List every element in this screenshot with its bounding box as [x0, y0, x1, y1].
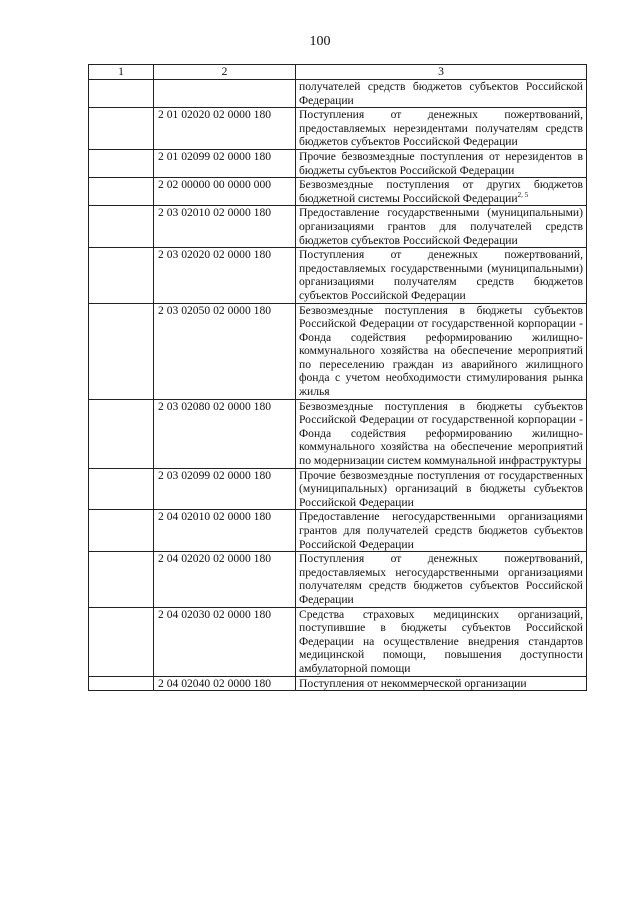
revenue-description-text: Средства страховых медицинских организаций, поступившие в бюджеты субъектов Российской Федерации на осуществление внедрения стандартов медицинской помощи, повышения доступности амбулаторной помощи [299, 607, 583, 675]
revenue-description-text: Поступления от некоммерческой организации [299, 676, 527, 690]
row-col-1-cell [89, 552, 154, 607]
budget-code-cell: 2 04 02030 02 0000 180 [154, 607, 296, 676]
revenue-description-cell [296, 178, 587, 206]
page-number: 100 [309, 34, 331, 49]
revenue-description-text: Безвозмездные поступления в бюджеты субъектов Российской Федерации от государственной корпорации - Фонда содействия реформированию жилищно-коммунального хозяйства на обеспечение мероприятий по переселению граждан из аварийного жилищного фонда с учетом необходимости стимулирования рынка жилья [299, 303, 583, 399]
revenue-description-cell [296, 468, 587, 510]
row-col-1-cell [89, 108, 154, 150]
row-col-1-cell [89, 607, 154, 676]
table-row [89, 468, 587, 510]
table-row [89, 248, 587, 303]
revenue-description-text: Прочие безвозмездные поступления от государственных (муниципальных) организаций в бюджеты субъектов Российской Федерации [299, 468, 583, 509]
row-col-1-cell [89, 676, 154, 691]
table-header-row [89, 65, 587, 80]
budget-code-cell: 2 01 02099 02 0000 180 [154, 149, 296, 177]
header-col-1: 1 [89, 65, 154, 80]
table-body [89, 65, 587, 691]
revenue-description-text: Поступления от денежных пожертвований, предоставляемых негосударственными организациями получателям средств бюджетов субъектов Российской Федерации [299, 552, 583, 606]
header-col-2: 2 [154, 65, 296, 80]
revenue-description-cell [296, 676, 587, 691]
budget-code-cell: 2 04 02040 02 0000 180 [154, 676, 296, 691]
row-col-1-cell [89, 468, 154, 510]
revenue-description-cell [296, 206, 587, 248]
revenue-description-text: Предоставление негосударственными организациями грантов для получателей средств бюджетов субъектов Российской Федерации [299, 510, 583, 551]
revenue-codes-table [88, 64, 587, 691]
revenue-description-text: Поступления от денежных пожертвований, предоставляемых нерезидентами получателям средств бюджетов субъектов Российской Федерации [299, 108, 583, 149]
revenue-description-cell [296, 552, 587, 607]
budget-code-cell: 2 02 00000 00 0000 000 [154, 178, 296, 206]
revenue-description-cell [296, 80, 587, 108]
row-col-1-cell [89, 303, 154, 399]
table-row [89, 399, 587, 468]
revenue-description-text: Прочие безвозмездные поступления от нерезидентов в бюджеты субъектов Российской Федерации [299, 149, 583, 177]
revenue-description-text: Поступления от денежных пожертвований, предоставляемых государственными (муниципальными) организациями получателям средств бюджетов субъектов Российской Федерации [299, 248, 583, 302]
row-col-1-cell [89, 80, 154, 108]
header-col-3: 3 [296, 65, 587, 80]
table-row [89, 178, 587, 206]
table-row [89, 149, 587, 177]
table-row [89, 303, 587, 399]
row-col-1-cell [89, 510, 154, 552]
revenue-description-text: Безвозмездные поступления в бюджеты субъектов Российской Федерации от государственной корпорации - Фонда содействия реформированию жилищно-коммунального хозяйства на обеспечение мероприятий по модернизации систем коммунальной инфраструктуры [299, 399, 583, 468]
revenue-description-cell [296, 303, 587, 399]
revenue-description-cell [296, 607, 587, 676]
table-row [89, 676, 587, 691]
budget-code-cell: 2 03 02080 02 0000 180 [154, 399, 296, 468]
row-col-1-cell [89, 149, 154, 177]
budget-code-cell: 2 04 02020 02 0000 180 [154, 552, 296, 607]
table-row [89, 108, 587, 150]
budget-code-cell: 2 03 02020 02 0000 180 [154, 248, 296, 303]
row-col-1-cell [89, 178, 154, 206]
budget-code-cell: 2 03 02050 02 0000 180 [154, 303, 296, 399]
revenue-description-cell [296, 108, 587, 150]
budget-code-cell: 2 04 02010 02 0000 180 [154, 510, 296, 552]
revenue-description-text: Предоставление государственными (муниципальными) организациями грантов для получателей средств бюджетов субъектов Российской Федерации [299, 206, 583, 247]
budget-code-cell [154, 80, 296, 108]
row-col-1-cell [89, 206, 154, 248]
budget-code-cell: 2 03 02010 02 0000 180 [154, 206, 296, 248]
footnote-reference: 2, 5 [517, 190, 529, 199]
table-row [89, 510, 587, 552]
row-col-1-cell [89, 248, 154, 303]
table-row [89, 552, 587, 607]
table-row [89, 206, 587, 248]
revenue-description-cell [296, 149, 587, 177]
revenue-description-cell [296, 248, 587, 303]
revenue-description-text: получателей средств бюджетов субъектов Российской Федерации [299, 80, 583, 107]
budget-code-cell: 2 01 02020 02 0000 180 [154, 108, 296, 150]
table-row [89, 607, 587, 676]
table-row [89, 80, 587, 108]
revenue-description-cell [296, 399, 587, 468]
row-col-1-cell [89, 399, 154, 468]
revenue-description-cell [296, 510, 587, 552]
revenue-description-text: Безвозмездные поступления от других бюджетов бюджетной системы Российской Федерации [299, 178, 583, 205]
budget-code-cell: 2 03 02099 02 0000 180 [154, 468, 296, 510]
